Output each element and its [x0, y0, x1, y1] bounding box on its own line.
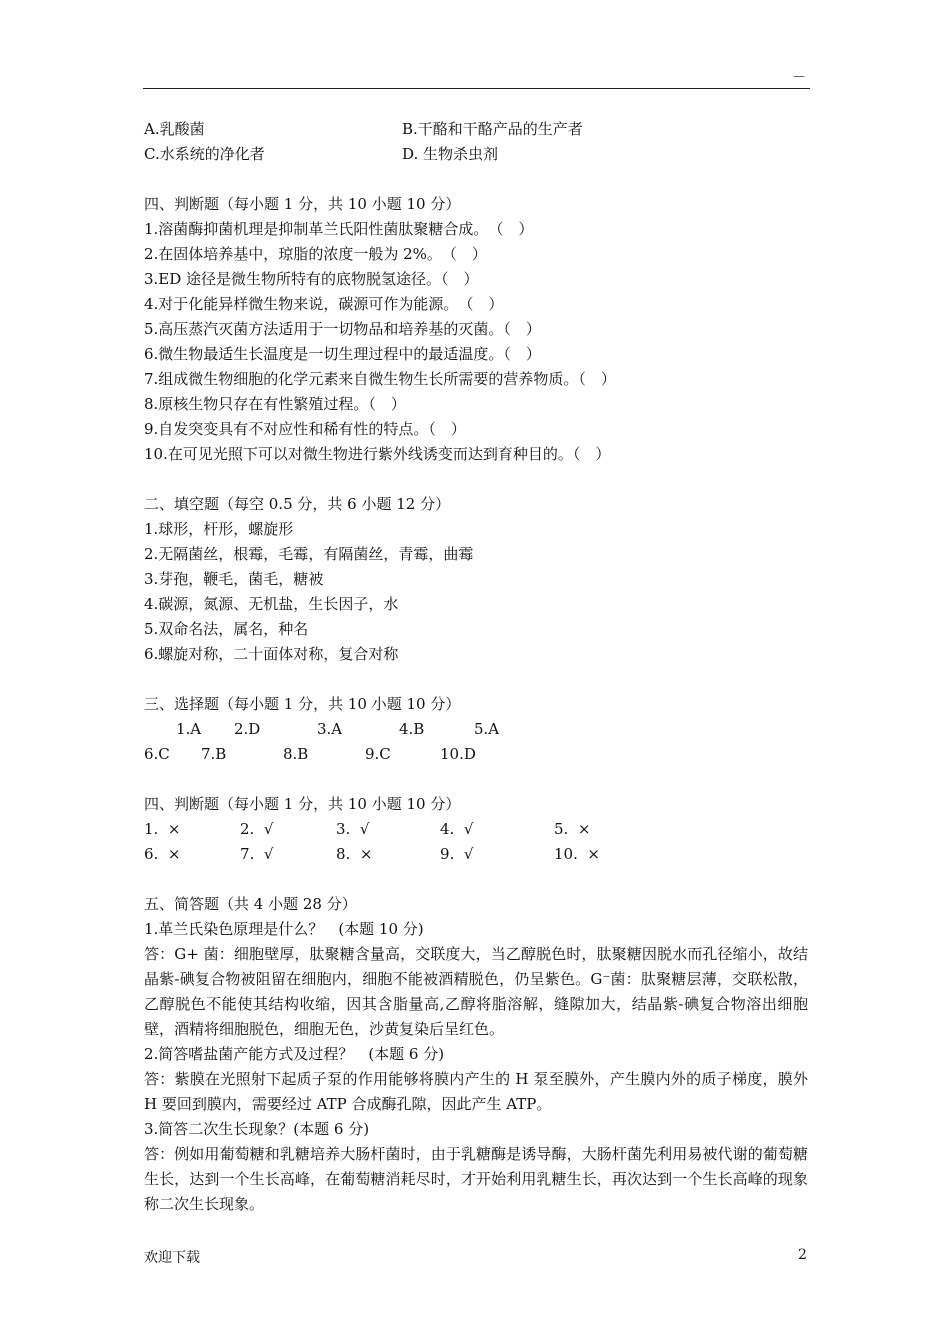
choice-answers-row-2	[144, 742, 808, 767]
page-number: 2	[798, 1247, 807, 1263]
fill-answer-5: 5.双命名法，属名，种名	[144, 620, 309, 638]
fill-answer-1: 1.球形，杆形，螺旋形	[144, 520, 294, 538]
judge-question-3: 3.ED 途径是微生物所特有的底物脱氢途径。（ ）	[144, 270, 479, 288]
choice-answer: 10.D	[440, 745, 476, 763]
judge-question-4: 4.对于化能异样微生物来说，碳源可作为能源。 （ ）	[144, 295, 504, 313]
page-content	[144, 117, 808, 1217]
fill-answers-title: 二、填空题（每空 0.5 分，共 6 小题 12 分）	[144, 495, 451, 513]
short-answer-2: 答：紫膜在光照射下起质子泵的作用能够将膜内产生的 H 泵至膜外，产生膜内外的质子梯度，膜外 H 要回到膜内，需要经过 ATP 合成酶孔隙，因此产生 ATP。	[144, 1070, 808, 1113]
judge-question-8: 8.原核生物只存在有性繁殖过程。（ ）	[144, 395, 406, 413]
choice-answers-row-1	[144, 717, 808, 742]
judge-answer: 1. ×	[144, 820, 181, 838]
judge-answer: 2. √	[240, 820, 274, 838]
short-question-3: 3.简答二次生长现象？(本题 6 分)	[144, 1120, 370, 1138]
judge-question-5: 5.高压蒸汽灭菌方法适用于一切物品和培养基的灭菌。（ ）	[144, 320, 541, 338]
choice-answer: 5.A	[474, 720, 500, 738]
footer-text: 欢迎下载	[144, 1250, 200, 1266]
choice-answer: 2.D	[234, 720, 261, 738]
short-answers-title: 五、简答题（共 4 小题 28 分）	[144, 895, 357, 913]
short-question-2: 2.简答嗜盐菌产能方式及过程？ (本题 6 分)	[144, 1045, 445, 1063]
judge-answer: 7. √	[240, 845, 274, 863]
judge-question-10: 10.在可见光照下可以对微生物进行紫外线诱变而达到育种目的。（ ）	[144, 445, 611, 463]
option-c: C.水系统的净化者	[144, 145, 265, 163]
judge-question-6: 6.微生物最适生长温度是一切生理过程中的最适温度。（ ）	[144, 345, 541, 363]
short-question-1: 1.革兰氏染色原理是什么？ (本题 10 分)	[144, 920, 424, 938]
judge-answer: 8. ×	[336, 845, 373, 863]
judge-answers-row-2	[144, 842, 808, 867]
options-row-2	[144, 142, 808, 167]
option-b: B.干酪和干酪产品的生产者	[402, 120, 583, 138]
choice-answer: 9.C	[365, 745, 391, 763]
choice-answers-title: 三、选择题（每小题 1 分，共 10 小题 10 分）	[144, 695, 461, 713]
fill-answer-6: 6.螺旋对称，二十面体对称，复合对称	[144, 645, 399, 663]
judge-question-7: 7.组成微生物细胞的化学元素来自微生物生长所需要的营养物质。（ ）	[144, 370, 616, 388]
choice-answer: 8.B	[283, 745, 309, 763]
judge-answer: 3. √	[336, 820, 370, 838]
fill-answer-2: 2.无隔菌丝，根霉，毛霉，有隔菌丝，青霉，曲霉	[144, 545, 474, 563]
choice-answer: 3.A	[317, 720, 343, 738]
fill-answer-3: 3.芽孢，鞭毛，菌毛，糖被	[144, 570, 324, 588]
choice-answer: 7.B	[201, 745, 227, 763]
judge-answers-title: 四、判断题（每小题 1 分，共 10 小题 10 分）	[144, 795, 461, 813]
judge-answer: 5. ×	[554, 820, 591, 838]
judge-questions-title: 四、判断题（每小题 1 分，共 10 小题 10 分）	[144, 195, 461, 213]
judge-answer: 9. √	[440, 845, 474, 863]
short-answer-3: 答：例如用葡萄糖和乳糖培养大肠杆菌时，由于乳糖酶是诱导酶，大肠杆菌先利用易被代谢的葡萄糖生长，达到一个生长高峰，在葡萄糖消耗尽时，才开始利用乳糖生长，再次达到一个生长高峰的现象称二次生长现象。	[144, 1145, 808, 1213]
short-answer-1: 答：G+ 菌：细胞壁厚，肽聚糖含量高，交联度大，当乙醇脱色时，肽聚糖因脱水而孔径缩小，故结晶紫-碘复合物被阻留在细胞内，细胞不能被酒精脱色，仍呈紫色。G⁻菌：肽聚糖层薄，交联松散，乙醇脱色不能使其结构收缩，因其含脂量高,乙醇将脂溶解，缝隙加大，结晶紫-碘复合物溶出细胞壁，酒精将细胞脱色，细胞无色，沙黄复染后呈红色。	[144, 945, 808, 1038]
choice-answer: 6.C	[144, 745, 170, 763]
fill-answer-4: 4.碳源，氮源、无机盐，生长因子，水	[144, 595, 399, 613]
header-rule	[143, 88, 810, 89]
judge-answer: 10. ×	[554, 845, 600, 863]
option-a: A.乳酸菌	[144, 120, 205, 138]
choice-answer: 4.B	[399, 720, 425, 738]
judge-question-1: 1.溶菌酶抑菌机理是抑制革兰氏阳性菌肽聚糖合成。 （ ）	[144, 220, 534, 238]
option-d: D. 生物杀虫剂	[402, 145, 499, 163]
choice-answer: 1.A	[176, 720, 202, 738]
judge-answer: 4. √	[440, 820, 474, 838]
options-row-1	[144, 117, 808, 142]
judge-question-9: 9.自发突变具有不对应性和稀有性的特点。（ ）	[144, 420, 466, 438]
judge-question-2: 2.在固体培养基中，琼脂的浓度一般为 2%。 （ ）	[144, 245, 487, 263]
header-mark: —	[793, 69, 805, 83]
judge-answers-row-1	[144, 817, 808, 842]
judge-answer: 6. ×	[144, 845, 181, 863]
